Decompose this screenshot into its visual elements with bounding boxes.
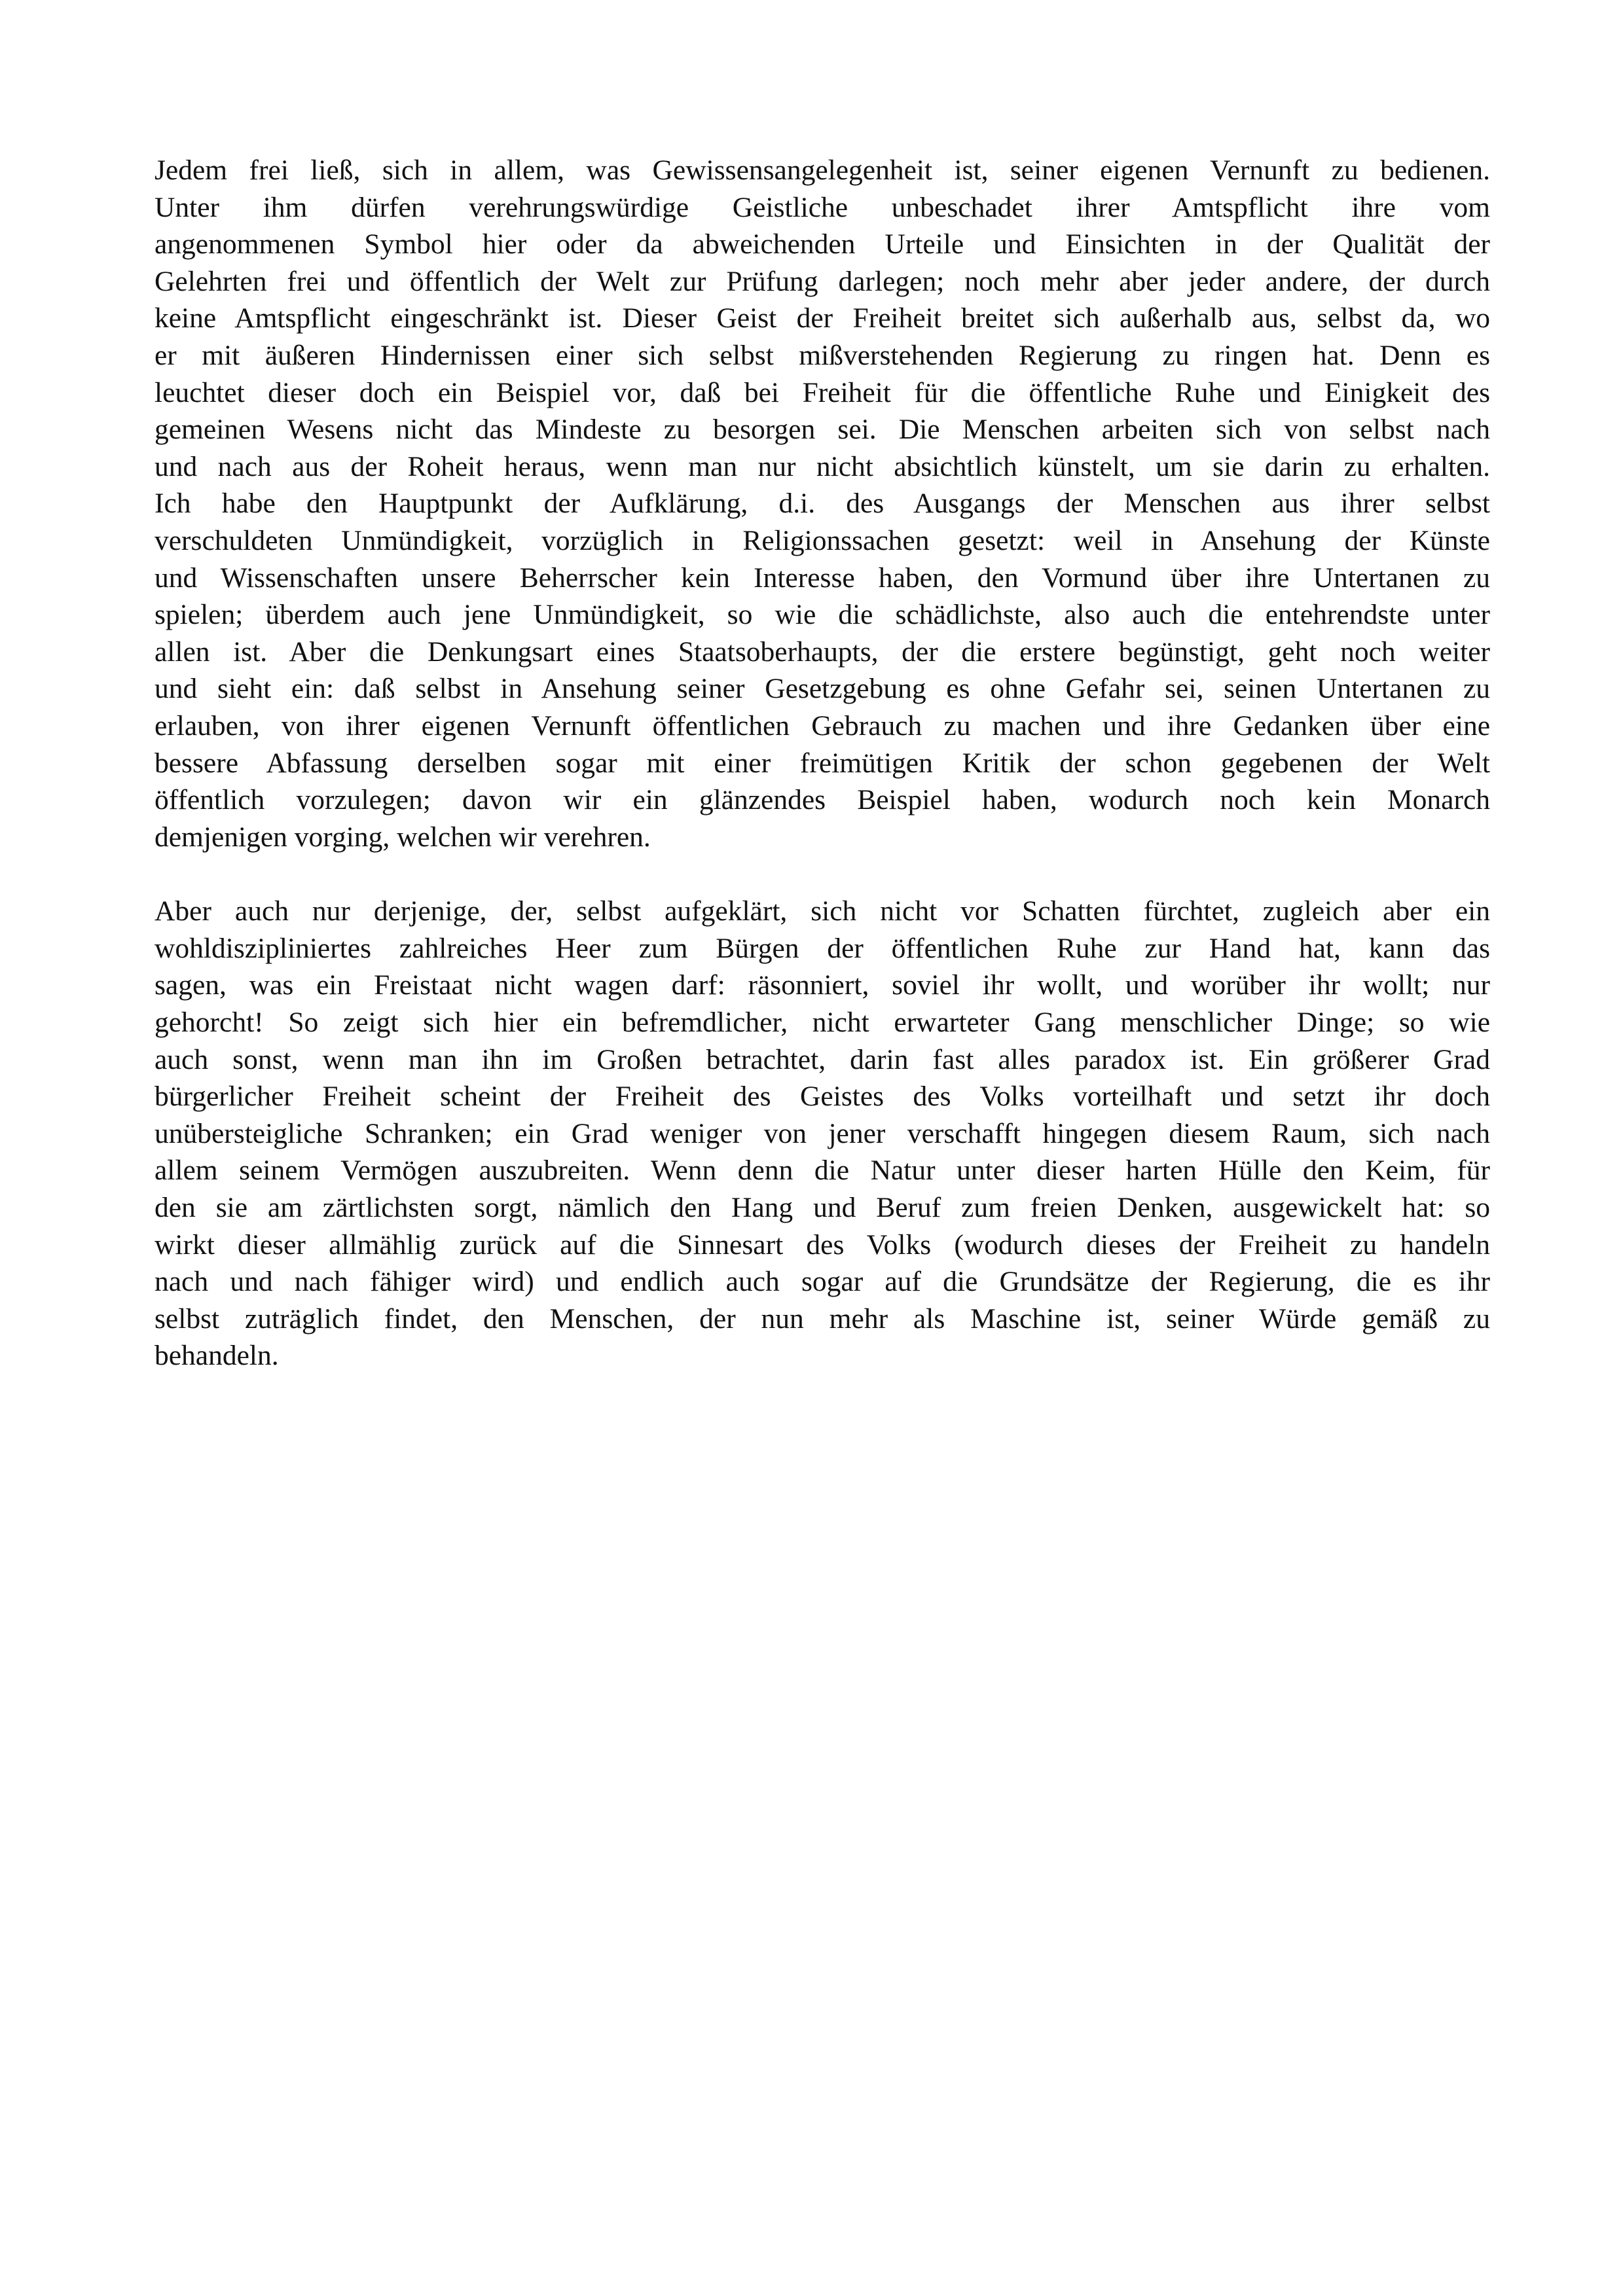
- text-line: unübersteigliche Schranken; ein Grad weniger von jener verschafft hingegen diesem Raum, sich nach: [155, 1117, 1490, 1149]
- body-text: [155, 152, 1490, 1374]
- text-line: Aber auch nur derjenige, der, selbst aufgeklärt, sich nicht vor Schatten fürchtet, zugleich aber ein: [155, 895, 1490, 927]
- text-line: spielen; überdem auch jene Unmündigkeit, so wie die schädlichste, also auch die entehrendste unter: [155, 599, 1490, 631]
- text-line: selbst zuträglich findet, den Menschen, der nun mehr als Maschine ist, seiner Würde gemäß zu: [155, 1302, 1490, 1335]
- text-line: gehorcht! So zeigt sich hier ein befremdlicher, nicht erwarteter Gang menschlicher Dinge; so wie: [155, 1007, 1490, 1039]
- text-line: und sieht ein: daß selbst in Ansehung seiner Gesetzgebung es ohne Gefahr sei, seinen Untertanen zu: [155, 673, 1490, 705]
- text-line: er mit äußeren Hindernissen einer sich selbst mißverstehenden Regierung zu ringen hat. Denn es: [155, 339, 1490, 371]
- text-line: und nach aus der Roheit heraus, wenn man nur nicht absichtlich künstelt, um sie darin zu erhalten.: [155, 450, 1490, 482]
- text-line: leuchtet dieser doch ein Beispiel vor, daß bei Freiheit für die öffentliche Ruhe und Einigkeit des: [155, 376, 1490, 408]
- text-line: sagen, was ein Freistaat nicht wagen darf: räsonniert, soviel ihr wollt, und worüber ihr wollt; nur: [155, 969, 1490, 1001]
- text-line: allem seinem Vermögen auszubreiten. Wenn denn die Natur unter dieser harten Hülle den Keim, für: [155, 1155, 1490, 1187]
- text-line: erlauben, von ihrer eigenen Vernunft öffentlichen Gebrauch zu machen und ihre Gedanken über eine: [155, 709, 1490, 742]
- text-line: wohldiszipliniertes zahlreiches Heer zum Bürgen der öffentlichen Ruhe zur Hand hat, kann das: [155, 932, 1490, 964]
- text-line: wirkt dieser allmählig zurück auf die Sinnesart des Volks (wodurch dieses der Freiheit zu handeln: [155, 1229, 1490, 1261]
- text-line: den sie am zärtlichsten sorgt, nämlich den Hang und Beruf zum freien Denken, ausgewickelt hat: so: [155, 1192, 1490, 1224]
- text-line: angenommenen Symbol hier oder da abweichenden Urteile und Einsichten in der Qualität der: [155, 228, 1490, 260]
- text-line: allen ist. Aber die Denkungsart eines Staatsoberhaupts, der die erstere begünstigt, geht noch weiter: [155, 636, 1490, 668]
- text-line: Ich habe den Hauptpunkt der Aufklärung, d.i. des Ausgangs der Menschen aus ihrer selbst: [155, 488, 1490, 520]
- text-line: demjenigen vorging, welchen wir verehren.: [155, 821, 651, 853]
- text-line: Gelehrten frei und öffentlich der Welt zur Prüfung darlegen; noch mehr aber jeder andere, der durch: [155, 265, 1490, 297]
- text-line: gemeinen Wesens nicht das Mindeste zu besorgen sei. Die Menschen arbeiten sich von selbst nach: [155, 414, 1490, 446]
- text-line: öffentlich vorzulegen; davon wir ein glänzendes Beispiel haben, wodurch noch kein Monarch: [155, 784, 1490, 816]
- text-line: Jedem frei ließ, sich in allem, was Gewissensangelegenheit ist, seiner eigenen Vernunft zu bedienen.: [155, 154, 1490, 186]
- text-line: bürgerlicher Freiheit scheint der Freiheit des Geistes des Volks vorteilhaft und setzt ihr doch: [155, 1081, 1490, 1113]
- text-line: verschuldeten Unmündigkeit, vorzüglich in Religionssachen gesetzt: weil in Ansehung der Künste: [155, 524, 1490, 556]
- text-line: behandeln.: [155, 1340, 279, 1372]
- paragraph-2: [155, 893, 1490, 1374]
- text-line: nach und nach fähiger wird) und endlich auch sogar auf die Grundsätze der Regierung, die es ihr: [155, 1266, 1490, 1298]
- paragraph-1: [155, 152, 1490, 855]
- text-line: keine Amtspflicht eingeschränkt ist. Dieser Geist der Freiheit breitet sich außerhalb aus, selbst da, wo: [155, 302, 1490, 334]
- text-line: bessere Abfassung derselben sogar mit einer freimütigen Kritik der schon gegebenen der Welt: [155, 747, 1490, 779]
- text-line: auch sonst, wenn man ihn im Großen betrachtet, darin fast alles paradox ist. Ein größerer Grad: [155, 1043, 1490, 1075]
- text-line: Unter ihm dürfen verehrungswürdige Geistliche unbeschadet ihrer Amtspflicht ihre vom: [155, 191, 1490, 223]
- text-line: und Wissenschaften unsere Beherrscher kein Interesse haben, den Vormund über ihre Untertanen zu: [155, 562, 1490, 594]
